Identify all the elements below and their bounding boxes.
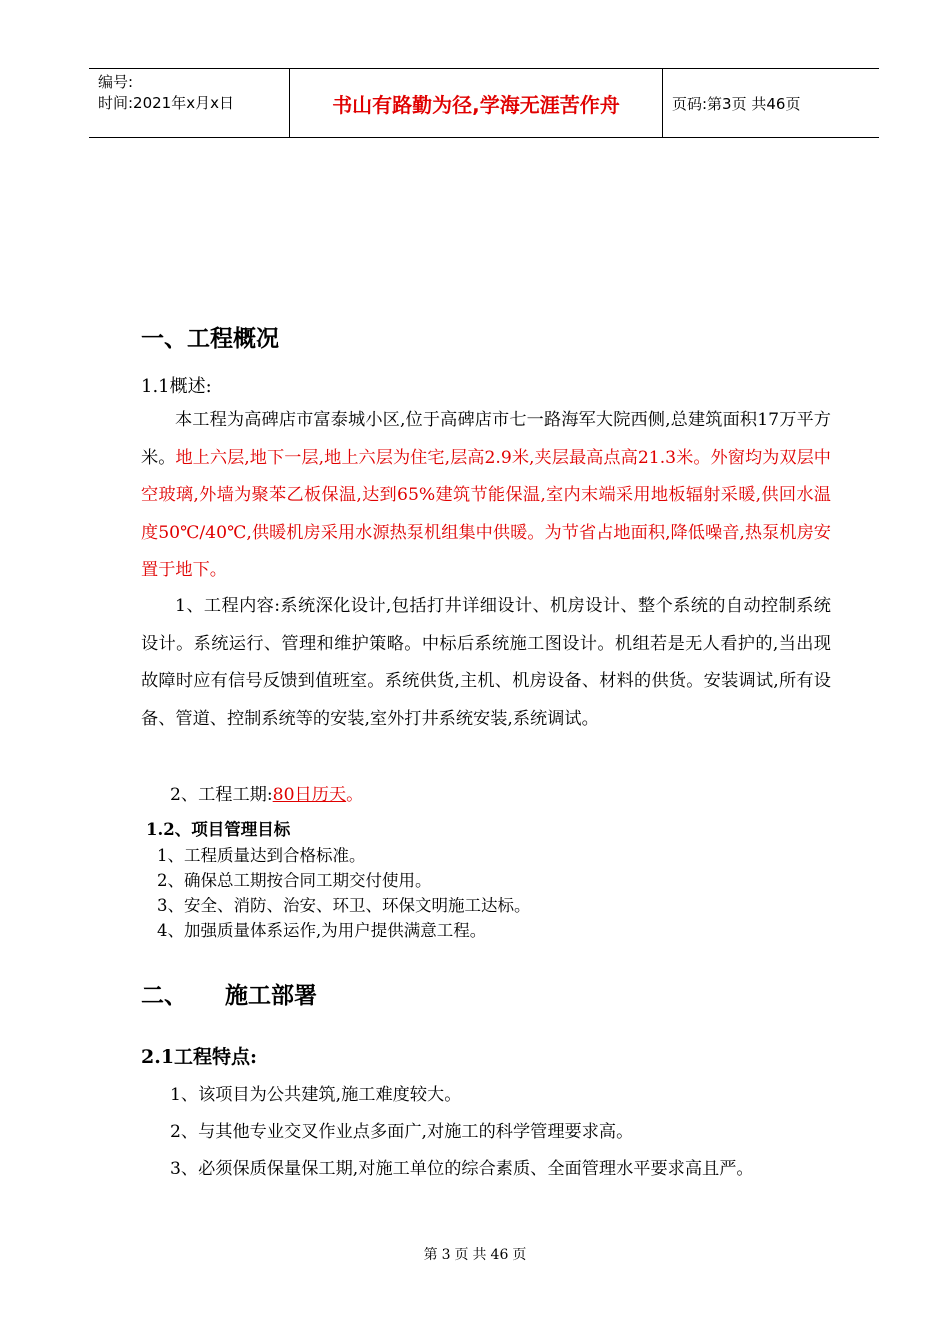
period-line [170, 780, 363, 805]
feature-item: 2、与其他专业交叉作业点多面广,对施工的科学管理要求高。 [170, 1122, 634, 1142]
section12-title: 1.2、项目管理目标 [146, 820, 291, 839]
period-end: 。 [346, 785, 364, 805]
header-motto: 书山有路勤为径,学海无涯苦作舟 [290, 69, 663, 137]
section2-title [141, 977, 317, 1010]
page-header [89, 68, 879, 138]
page-footer [0, 1244, 950, 1264]
footer-ye-end: 页 [512, 1247, 527, 1263]
section21-title: 2.1工程特点: [141, 1046, 258, 1068]
section11-title: 1.1概述: [141, 376, 212, 397]
header-meta [89, 69, 290, 137]
period-value: 80日历天 [272, 785, 347, 805]
overview-paragraph [141, 402, 831, 590]
section1-title: 一、工程概况 [141, 326, 279, 352]
period-label: 2、工程工期: [170, 785, 273, 805]
goal-item: 1、工程质量达到合格标准。 [157, 846, 366, 865]
header-page-code: 页码:第3页 共46页 [672, 94, 801, 113]
goal-item: 4、加强质量体系运作,为用户提供满意工程。 [157, 921, 487, 940]
footer-gong: 共 [472, 1247, 487, 1263]
footer-page: 3 [441, 1247, 451, 1263]
section2-text: 施工部署 [225, 983, 317, 1009]
goal-item: 2、确保总工期按合同工期交付使用。 [157, 871, 432, 890]
goal-item: 3、安全、消防、治安、环卫、环保文明施工达标。 [157, 896, 531, 915]
footer-ye: 页 [454, 1247, 469, 1263]
feature-item: 1、该项目为公共建筑,施工难度较大。 [170, 1085, 462, 1105]
overview-text: 本工程为高碑店市富泰城小区,位于高碑店市七一路海军大院西侧,总建筑面积17万平方米。 [141, 410, 831, 468]
overview-highlight: 地上六层,地下一层,地上六层为住宅,层高2.9米,夹层最高点高21.3米。外窗均为双层中空玻璃,外墙为聚苯乙板保温,达到65%建筑节能保温,室内末端采用地板辐射采暖,供回水温度50℃/40℃,供暖机房采用水源热泵机组集中供暖。为节省占地面积,降低噪音,热泵机房安置于地下。 [141, 447, 831, 580]
number-label: 编号: [98, 73, 134, 91]
feature-item: 3、必须保质保量保工期,对施工单位的综合素质、全面管理水平要求高且严。 [170, 1159, 754, 1179]
footer-total: 46 [490, 1247, 509, 1263]
content-paragraph: 1、工程内容:系统深化设计,包括打井详细设计、机房设计、整个系统的自动控制系统设计。系统运行、管理和维护策略。中标后系统施工图设计。机组若是无人看护的,当出现故障时应有信号反馈到值班室。系统供货,主机、机房设备、材料的供货。安装调试,所有设备、管道、控制系统等的安装,室外打井系统安装,系统调试。 [141, 596, 831, 729]
footer-di: 第 [423, 1247, 438, 1263]
time-label: 时间:2021年x月x日 [98, 94, 234, 112]
section2-number: 二、 [141, 983, 187, 1009]
